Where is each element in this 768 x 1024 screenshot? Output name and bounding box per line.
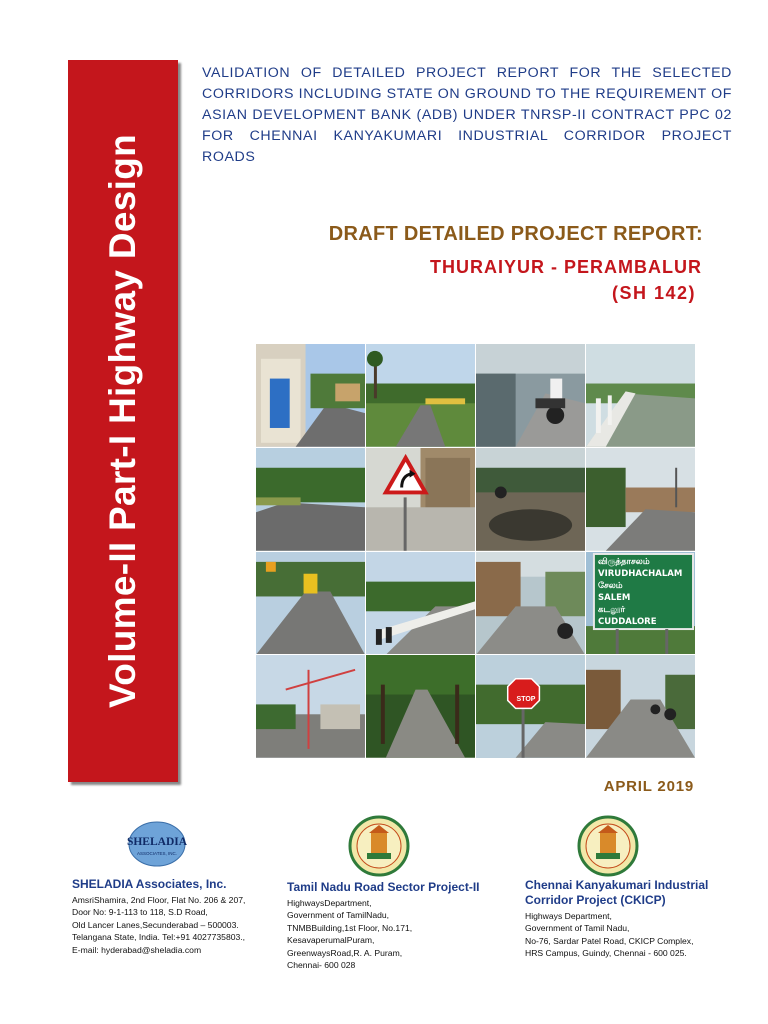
ckicp-address-line: No-76, Sardar Patel Road, CKICP Complex, xyxy=(525,935,694,946)
sign-line-salem: SALEM xyxy=(598,592,631,603)
tnrsp-address-line: Government of TamilNadu, xyxy=(287,910,390,921)
report-date: APRIL 2019 xyxy=(603,778,694,795)
sheladia-address-line: Old Lancer Lanes,Secunderabad – 500003. xyxy=(72,919,239,930)
photo-high-mast-light xyxy=(256,655,365,758)
photo-collage xyxy=(256,344,695,758)
tamil-nadu-emblem-right xyxy=(576,815,640,877)
photo-street-with-bikes xyxy=(586,655,695,758)
sign-line-tamil-1: விருத்தாசலம் xyxy=(598,556,650,567)
ckicp-address-line: HRS Campus, Guindy, Chennai - 600 025. xyxy=(525,948,687,959)
sign-line-tamil-2: சேலம் xyxy=(598,580,623,591)
sheladia-name: SHELADIA Associates, Inc. xyxy=(72,877,227,891)
ckicp-name-line2: Corridor Project (CKICP) xyxy=(525,893,666,907)
photo-curving-road xyxy=(256,448,365,551)
tnrsp-address-line: GreenwaysRoad,R. A. Puram, xyxy=(287,947,403,958)
photo-tree-lined-road xyxy=(366,655,475,758)
sheladia-address-line: Telangana State, India. Tel:+91 4027735803., xyxy=(72,932,246,943)
ckicp-name-line1: Chennai Kanyakumari Industrial xyxy=(525,878,709,892)
photo-bridge-railing xyxy=(586,344,695,447)
sheladia-address-line: E-mail: hyderabad@sheladia.com xyxy=(72,944,202,955)
photo-waterlogged-road xyxy=(476,448,585,551)
ckicp-address xyxy=(525,910,693,960)
sheladia-address xyxy=(72,894,245,956)
tnrsp-address-line: Chennai- 600 028 xyxy=(287,960,356,971)
photo-road-with-bus xyxy=(256,552,365,655)
volume-title-band xyxy=(68,60,178,782)
ckicp-name xyxy=(525,878,708,908)
tamil-nadu-emblem-left xyxy=(347,815,411,877)
photo-curve-warning-sign xyxy=(366,448,475,551)
photo-direction-signboard xyxy=(586,552,695,655)
ckicp-address-line: Government of Tamil Nadu, xyxy=(525,923,630,934)
volume-title: Volume-II Part-I Highway Design xyxy=(102,134,143,708)
sheladia-address-line: AmsriShamira, 2nd Floor, Flat No. 206 & 207, xyxy=(72,895,246,905)
photo-town-street xyxy=(476,552,585,655)
photo-road-village xyxy=(586,448,695,551)
sign-line-tamil-3: கடலூர் xyxy=(598,604,626,615)
sign-line-cuddalore: CUDDALORE xyxy=(598,616,657,627)
sheladia-address-line: Door No: 9-1-113 to 118, S.D Road, xyxy=(72,907,208,918)
tnrsp-address-line: TNMBBuilding,1st Floor, No.171, xyxy=(287,922,413,933)
photo-road-with-painted-wall xyxy=(256,344,365,447)
ckicp-address-line: Highways Department, xyxy=(525,911,612,921)
photo-road-with-palms xyxy=(366,344,475,447)
signboard-text xyxy=(598,556,682,628)
stop-sign-icon: STOP xyxy=(516,696,536,704)
photo-motorcycle-street xyxy=(476,344,585,447)
tnrsp-address-line: HighwaysDepartment, xyxy=(287,898,372,908)
sheladia-logo-text: SHELADIA xyxy=(126,836,188,848)
sheladia-logo-subtext: ASSOCIATES, INC. xyxy=(137,851,177,856)
tnrsp-address xyxy=(287,897,412,971)
tnrsp-name: Tamil Nadu Road Sector Project-II xyxy=(287,880,480,894)
photo-road-with-railing xyxy=(366,552,475,655)
road-code: (SH 142) xyxy=(611,283,696,303)
road-name: THURAIYUR - PERAMBALUR xyxy=(430,257,702,277)
sheladia-logo xyxy=(126,820,188,868)
sign-line-virudhachalam: VIRUDHACHALAM xyxy=(598,568,683,579)
photo-stop-sign xyxy=(476,655,585,758)
project-description: VALIDATION OF DETAILED PROJECT REPORT FOR THE SELECTED CORRIDORS INCLUDING STATE ON GROUND TO THE REQUIREMENT OF ASIAN DEVELOPMENT BANK (ADB) UNDER TNRSP-II CONTRACT PPC 02 FOR CHENNAI KANYAKUMARI INDUSTRIAL CORRIDOR PROJECT ROADS xyxy=(202,65,733,165)
tnrsp-address-line: KesavaperumalPuram, xyxy=(287,935,375,946)
report-type-heading: DRAFT DETAILED PROJECT REPORT: xyxy=(328,223,703,245)
